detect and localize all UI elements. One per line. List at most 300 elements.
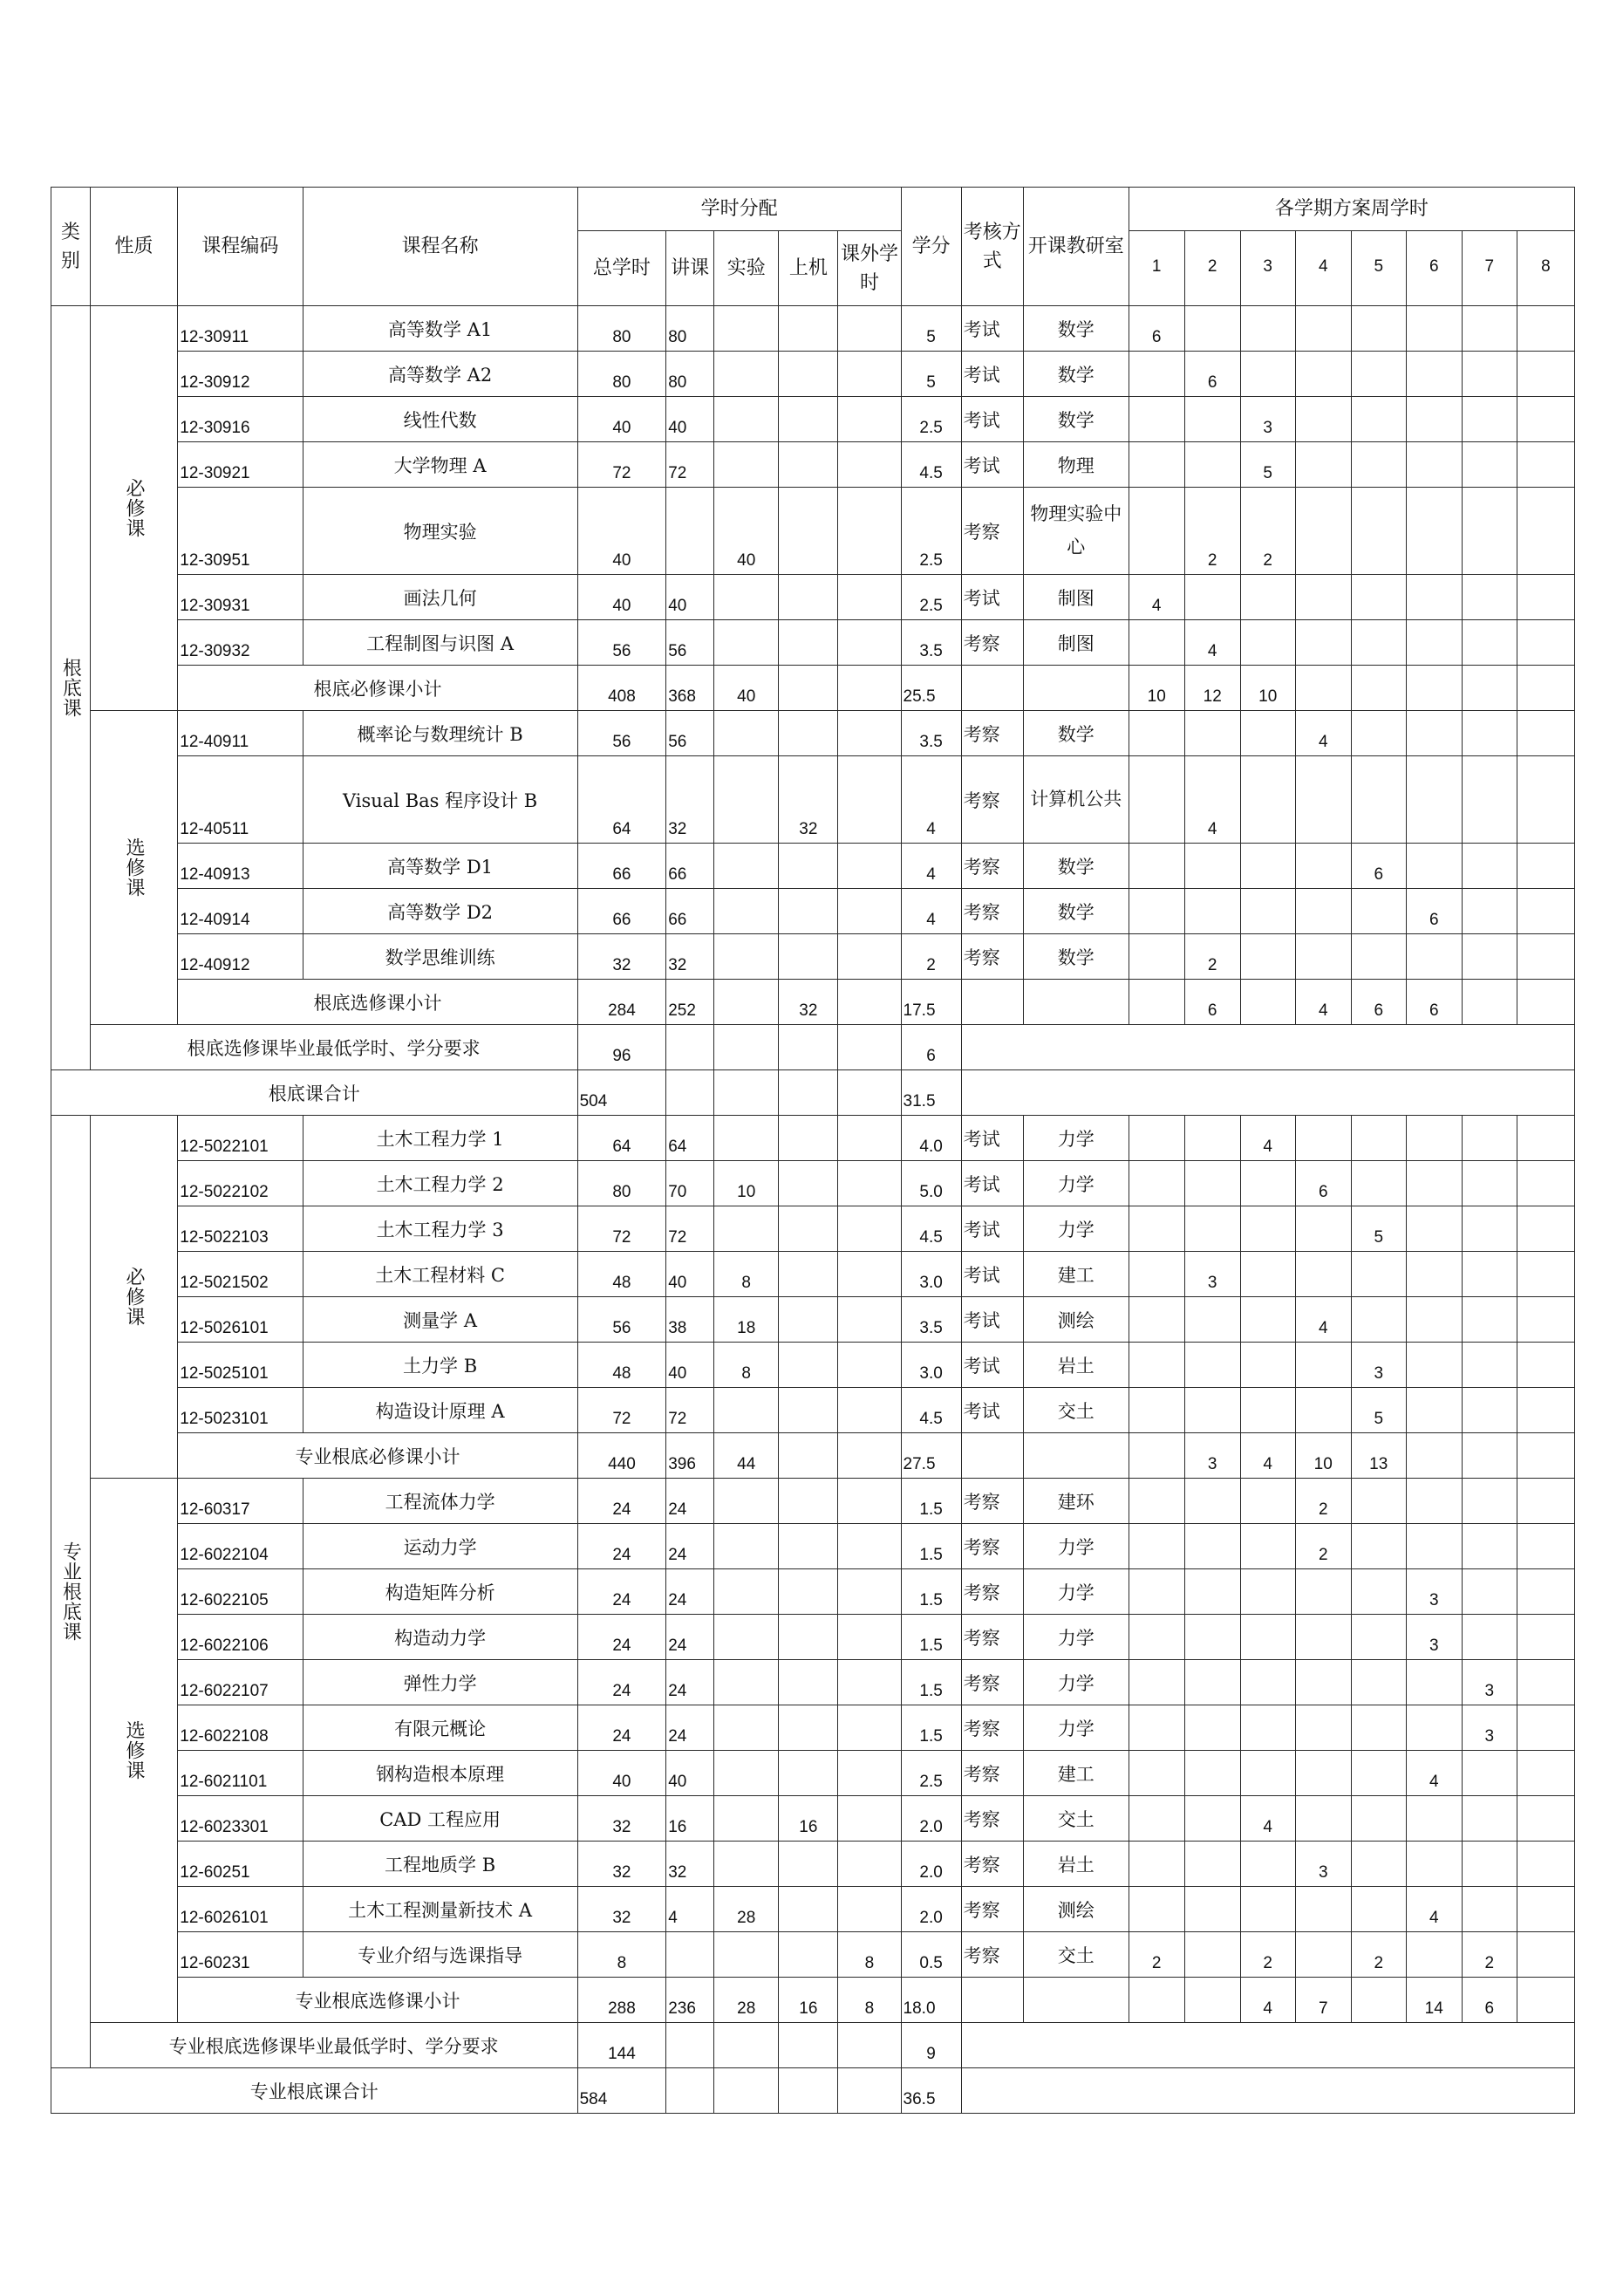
- assessment-cell: [961, 980, 1023, 1025]
- total-hours-cell: 48: [577, 1343, 666, 1388]
- credit-cell: 4: [901, 756, 961, 844]
- semester-hours-cell: [1462, 306, 1517, 352]
- semester-hours-cell: 6: [1184, 980, 1240, 1025]
- semester-hours-cell: [1129, 1887, 1184, 1932]
- course-code: 12-6026101: [178, 1887, 303, 1932]
- semester-hours-cell: [1462, 1297, 1517, 1343]
- semester-hours-cell: [1406, 1660, 1462, 1705]
- semester-hours-cell: [1406, 1388, 1462, 1433]
- course-name: Visual Bas 程序设计 B: [303, 756, 577, 844]
- lecture-hours-cell: 236: [666, 1978, 714, 2023]
- extra-hours-cell: 8: [838, 1978, 901, 2023]
- semester-hours-cell: [1184, 1388, 1240, 1433]
- semester-hours-cell: [1129, 844, 1184, 889]
- total-hours-cell: 408: [577, 666, 666, 711]
- semester-hours-cell: 5: [1351, 1388, 1406, 1433]
- semester-hours-cell: [1517, 1932, 1574, 1978]
- semester-hours-cell: [1129, 620, 1184, 666]
- semester-hours-cell: [1462, 1887, 1517, 1932]
- course-code: 12-6021101: [178, 1751, 303, 1796]
- assessment-cell: 考察: [961, 756, 1023, 844]
- minimum-label: 专业根底选修课毕业最低学时、学分要求: [90, 2023, 577, 2068]
- semester-hours-cell: [1351, 442, 1406, 488]
- header-semester: 5: [1351, 231, 1406, 306]
- assessment-cell: 考察: [961, 620, 1023, 666]
- lecture-hours-cell: 64: [666, 1116, 714, 1161]
- minimum-requirement-row: [51, 1025, 1575, 1070]
- semester-hours-cell: [1240, 620, 1295, 666]
- semester-hours-cell: [1351, 1116, 1406, 1161]
- computer-hours-cell: [779, 1297, 838, 1343]
- assessment-cell: 考察: [961, 1615, 1023, 1660]
- extra-hours-cell: [838, 1569, 901, 1615]
- course-code: 12-30916: [178, 397, 303, 442]
- semester-hours-cell: [1406, 756, 1462, 844]
- semester-hours-cell: [1406, 666, 1462, 711]
- semester-hours-cell: [1351, 1161, 1406, 1206]
- department-cell: 力学: [1023, 1206, 1129, 1252]
- semester-hours-cell: [1517, 1479, 1574, 1524]
- header-semester: 6: [1406, 231, 1462, 306]
- lecture-hours-cell: 32: [666, 756, 714, 844]
- credit-cell: 2: [901, 934, 961, 980]
- semester-hours-cell: [1184, 1751, 1240, 1796]
- semester-hours-cell: [1184, 1842, 1240, 1887]
- assessment-cell: 考察: [961, 1660, 1023, 1705]
- empty-cell: [838, 2068, 901, 2114]
- course-name: 大学物理 A: [303, 442, 577, 488]
- course-name: 高等数学 D2: [303, 889, 577, 934]
- course-code: 12-5022101: [178, 1116, 303, 1161]
- semester-hours-cell: 2: [1129, 1932, 1184, 1978]
- empty-cell: [666, 1070, 714, 1116]
- assessment-cell: 考察: [961, 934, 1023, 980]
- extra-hours-cell: [838, 980, 901, 1025]
- extra-hours-cell: [838, 1297, 901, 1343]
- course-code: 12-5025101: [178, 1343, 303, 1388]
- experiment-hours-cell: 8: [714, 1252, 779, 1297]
- semester-hours-cell: 4: [1295, 711, 1351, 756]
- semester-hours-cell: [1462, 1479, 1517, 1524]
- experiment-hours-cell: [714, 1842, 779, 1887]
- semester-hours-cell: [1351, 306, 1406, 352]
- experiment-hours-cell: [714, 889, 779, 934]
- semester-hours-cell: [1462, 1569, 1517, 1615]
- course-code: 12-40511: [178, 756, 303, 844]
- semester-hours-cell: [1517, 1433, 1574, 1479]
- computer-hours-cell: [779, 1842, 838, 1887]
- total-hours-cell: 8: [577, 1932, 666, 1978]
- experiment-hours-cell: [714, 711, 779, 756]
- course-row: [51, 442, 1575, 488]
- total-hours-cell: 64: [577, 1116, 666, 1161]
- semester-hours-cell: [1406, 442, 1462, 488]
- course-name: 高等数学 A2: [303, 352, 577, 397]
- lecture-hours-cell: 56: [666, 711, 714, 756]
- credit-cell: 5.0: [901, 1161, 961, 1206]
- empty-cell: [714, 2068, 779, 2114]
- header-name: 课程名称: [303, 188, 577, 306]
- empty-cell: [666, 2023, 714, 2068]
- credit-cell: 2.0: [901, 1887, 961, 1932]
- course-name: 有限元概论: [303, 1705, 577, 1751]
- empty-cell: [714, 1025, 779, 1070]
- credit-cell: 4.0: [901, 1116, 961, 1161]
- course-row: [51, 1660, 1575, 1705]
- course-code: 12-5022102: [178, 1161, 303, 1206]
- semester-hours-cell: 10: [1295, 1433, 1351, 1479]
- course-name: 线性代数: [303, 397, 577, 442]
- course-code: 12-5023101: [178, 1388, 303, 1433]
- course-row: [51, 1206, 1575, 1252]
- extra-hours-cell: [838, 844, 901, 889]
- extra-hours-cell: [838, 1479, 901, 1524]
- semester-hours-cell: [1240, 575, 1295, 620]
- course-code: 12-30911: [178, 306, 303, 352]
- extra-hours-cell: [838, 1887, 901, 1932]
- experiment-hours-cell: [714, 934, 779, 980]
- department-cell: 建工: [1023, 1252, 1129, 1297]
- semester-hours-cell: 6: [1406, 980, 1462, 1025]
- header-assessment: 考核方式: [961, 188, 1023, 306]
- course-code: 12-30931: [178, 575, 303, 620]
- semester-hours-cell: [1240, 1388, 1295, 1433]
- lecture-hours-cell: 24: [666, 1705, 714, 1751]
- semester-hours-cell: [1517, 889, 1574, 934]
- course-code: 12-6022105: [178, 1569, 303, 1615]
- credit-cell: 2.0: [901, 1796, 961, 1842]
- credit-cell: 3.0: [901, 1343, 961, 1388]
- category-cell: 根底课: [51, 306, 91, 1070]
- assessment-cell: 考试: [961, 1252, 1023, 1297]
- semester-hours-cell: [1517, 1887, 1574, 1932]
- semester-hours-cell: [1240, 980, 1295, 1025]
- semester-hours-cell: [1129, 1252, 1184, 1297]
- course-row: [51, 1705, 1575, 1751]
- extra-hours-cell: [838, 575, 901, 620]
- semester-hours-cell: [1351, 1978, 1406, 2023]
- computer-hours-cell: [779, 1161, 838, 1206]
- semester-hours-cell: [1406, 1206, 1462, 1252]
- course-name: CAD 工程应用: [303, 1796, 577, 1842]
- semester-hours-cell: [1240, 352, 1295, 397]
- computer-hours-cell: [779, 711, 838, 756]
- course-name: 构造设计原理 A: [303, 1388, 577, 1433]
- course-name: 工程地质学 B: [303, 1842, 577, 1887]
- semester-hours-cell: 6: [1184, 352, 1240, 397]
- experiment-hours-cell: [714, 1751, 779, 1796]
- lecture-hours-cell: 24: [666, 1524, 714, 1569]
- semester-hours-cell: 6: [1351, 844, 1406, 889]
- lecture-hours-cell: 24: [666, 1660, 714, 1705]
- semester-hours-cell: 2: [1295, 1479, 1351, 1524]
- course-row: [51, 1615, 1575, 1660]
- semester-hours-cell: 10: [1240, 666, 1295, 711]
- department-cell: 岩土: [1023, 1842, 1129, 1887]
- credit-cell: 4.5: [901, 442, 961, 488]
- computer-hours-cell: [779, 352, 838, 397]
- semester-hours-cell: [1462, 934, 1517, 980]
- semester-hours-cell: [1517, 1569, 1574, 1615]
- lecture-hours-cell: 80: [666, 352, 714, 397]
- semester-hours-cell: [1129, 1479, 1184, 1524]
- semester-hours-cell: [1517, 934, 1574, 980]
- semester-hours-cell: [1462, 666, 1517, 711]
- experiment-hours-cell: [714, 1615, 779, 1660]
- assessment-cell: 考试: [961, 575, 1023, 620]
- empty-cell: [714, 1070, 779, 1116]
- semester-hours-cell: [1351, 620, 1406, 666]
- semester-hours-cell: [1295, 1252, 1351, 1297]
- course-row: [51, 934, 1575, 980]
- semester-hours-cell: [1517, 620, 1574, 666]
- extra-hours-cell: [838, 1524, 901, 1569]
- semester-hours-cell: [1129, 1796, 1184, 1842]
- semester-hours-cell: [1295, 844, 1351, 889]
- assessment-cell: 考察: [961, 1932, 1023, 1978]
- lecture-hours-cell: 368: [666, 666, 714, 711]
- experiment-hours-cell: [714, 756, 779, 844]
- experiment-hours-cell: [714, 1388, 779, 1433]
- total-hours-cell: 66: [577, 889, 666, 934]
- assessment-cell: 考试: [961, 1161, 1023, 1206]
- extra-hours-cell: [838, 620, 901, 666]
- lecture-hours-cell: 40: [666, 397, 714, 442]
- department-cell: 测绘: [1023, 1887, 1129, 1932]
- computer-hours-cell: [779, 620, 838, 666]
- experiment-hours-cell: 28: [714, 1978, 779, 2023]
- experiment-hours-cell: [714, 980, 779, 1025]
- semester-hours-cell: [1351, 1887, 1406, 1932]
- subtotal-label: 根底必修课小计: [178, 666, 577, 711]
- semester-hours-cell: [1517, 1524, 1574, 1569]
- assessment-cell: 考试: [961, 352, 1023, 397]
- lecture-hours-cell: 72: [666, 1206, 714, 1252]
- computer-hours-cell: [779, 1116, 838, 1161]
- course-name: 物理实验: [303, 488, 577, 575]
- course-row: [51, 306, 1575, 352]
- subtotal-row: [51, 666, 1575, 711]
- credit-cell: 18.0: [901, 1978, 961, 2023]
- semester-hours-cell: [1517, 1978, 1574, 2023]
- lecture-hours-cell: 66: [666, 844, 714, 889]
- course-name: 土木工程力学 2: [303, 1161, 577, 1206]
- semester-hours-cell: [1129, 397, 1184, 442]
- experiment-hours-cell: [714, 1206, 779, 1252]
- semester-hours-cell: [1351, 1615, 1406, 1660]
- credit-cell: 6: [901, 1025, 961, 1070]
- semester-hours-cell: [1351, 934, 1406, 980]
- semester-hours-cell: [1517, 488, 1574, 575]
- course-code: 12-6023301: [178, 1796, 303, 1842]
- course-row: [51, 711, 1575, 756]
- lecture-hours-cell: 72: [666, 442, 714, 488]
- credit-cell: 3.5: [901, 620, 961, 666]
- lecture-hours-cell: 38: [666, 1297, 714, 1343]
- lecture-hours-cell: 24: [666, 1615, 714, 1660]
- assessment-cell: 考试: [961, 1116, 1023, 1161]
- empty-cell: [961, 2023, 1574, 2068]
- course-name: 画法几何: [303, 575, 577, 620]
- assessment-cell: [961, 666, 1023, 711]
- course-row: [51, 620, 1575, 666]
- course-name: 构造动力学: [303, 1615, 577, 1660]
- semester-hours-cell: [1351, 397, 1406, 442]
- computer-hours-cell: [779, 1388, 838, 1433]
- experiment-hours-cell: [714, 1569, 779, 1615]
- semester-hours-cell: [1351, 1479, 1406, 1524]
- section-total-row: [51, 2068, 1575, 2114]
- semester-hours-cell: [1462, 442, 1517, 488]
- subtotal-row: [51, 1433, 1575, 1479]
- course-code: 12-5026101: [178, 1297, 303, 1343]
- semester-hours-cell: 4: [1240, 1796, 1295, 1842]
- department-cell: 交土: [1023, 1796, 1129, 1842]
- semester-hours-cell: [1129, 934, 1184, 980]
- credit-cell: 1.5: [901, 1660, 961, 1705]
- department-cell: [1023, 980, 1129, 1025]
- semester-hours-cell: 4: [1406, 1751, 1462, 1796]
- course-row: [51, 1842, 1575, 1887]
- department-cell: 力学: [1023, 1161, 1129, 1206]
- semester-hours-cell: [1517, 1161, 1574, 1206]
- curriculum-table: [51, 187, 1575, 2114]
- computer-hours-cell: [779, 1206, 838, 1252]
- credit-cell: 2.5: [901, 1751, 961, 1796]
- computer-hours-cell: [779, 1524, 838, 1569]
- semester-hours-cell: [1517, 1206, 1574, 1252]
- semester-hours-cell: [1462, 620, 1517, 666]
- semester-hours-cell: [1462, 1206, 1517, 1252]
- semester-hours-cell: [1517, 306, 1574, 352]
- total-hours-cell: 96: [577, 1025, 666, 1070]
- total-hours-cell: 80: [577, 352, 666, 397]
- extra-hours-cell: [838, 1660, 901, 1705]
- department-cell: 制图: [1023, 620, 1129, 666]
- course-row: [51, 756, 1575, 844]
- semester-hours-cell: [1351, 352, 1406, 397]
- credit-cell: 3.5: [901, 711, 961, 756]
- semester-hours-cell: [1462, 575, 1517, 620]
- semester-hours-cell: [1462, 756, 1517, 844]
- semester-hours-cell: [1184, 1615, 1240, 1660]
- computer-hours-cell: [779, 889, 838, 934]
- semester-hours-cell: [1240, 1887, 1295, 1932]
- semester-hours-cell: [1406, 1433, 1462, 1479]
- computer-hours-cell: 16: [779, 1978, 838, 2023]
- extra-hours-cell: [838, 934, 901, 980]
- semester-hours-cell: [1351, 1297, 1406, 1343]
- total-hours-cell: 24: [577, 1569, 666, 1615]
- computer-hours-cell: [779, 575, 838, 620]
- lecture-hours-cell: 80: [666, 306, 714, 352]
- semester-hours-cell: [1406, 1796, 1462, 1842]
- total-hours-cell: 284: [577, 980, 666, 1025]
- semester-hours-cell: [1517, 1615, 1574, 1660]
- semester-hours-cell: [1351, 1842, 1406, 1887]
- department-cell: 力学: [1023, 1116, 1129, 1161]
- semester-hours-cell: [1184, 306, 1240, 352]
- semester-hours-cell: 12: [1184, 666, 1240, 711]
- subtotal-label: 专业根底选修课小计: [178, 1978, 577, 2023]
- semester-hours-cell: [1295, 666, 1351, 711]
- empty-cell: [838, 2023, 901, 2068]
- semester-hours-cell: [1295, 1569, 1351, 1615]
- semester-hours-cell: [1406, 844, 1462, 889]
- experiment-hours-cell: [714, 1116, 779, 1161]
- experiment-hours-cell: [714, 620, 779, 666]
- semester-hours-cell: [1462, 1116, 1517, 1161]
- semester-hours-cell: [1295, 1932, 1351, 1978]
- semester-hours-cell: 6: [1406, 889, 1462, 934]
- course-name: 运动力学: [303, 1524, 577, 1569]
- subtotal-row: [51, 1978, 1575, 2023]
- semester-hours-cell: [1129, 1569, 1184, 1615]
- computer-hours-cell: [779, 1887, 838, 1932]
- lecture-hours-cell: 32: [666, 934, 714, 980]
- lecture-hours-cell: 32: [666, 1842, 714, 1887]
- semester-hours-cell: 14: [1406, 1978, 1462, 2023]
- semester-hours-cell: [1184, 1206, 1240, 1252]
- total-hours-cell: 56: [577, 711, 666, 756]
- course-row: [51, 488, 1575, 575]
- semester-hours-cell: 4: [1406, 1887, 1462, 1932]
- semester-hours-cell: [1517, 1116, 1574, 1161]
- semester-hours-cell: [1129, 352, 1184, 397]
- empty-cell: [961, 2068, 1574, 2114]
- semester-hours-cell: [1184, 1297, 1240, 1343]
- assessment-cell: 考试: [961, 1206, 1023, 1252]
- course-row: [51, 352, 1575, 397]
- credit-cell: 2.5: [901, 575, 961, 620]
- course-row: [51, 397, 1575, 442]
- semester-hours-cell: [1406, 1116, 1462, 1161]
- total-hours-cell: 24: [577, 1615, 666, 1660]
- semester-hours-cell: [1295, 575, 1351, 620]
- assessment-cell: 考察: [961, 1569, 1023, 1615]
- total-hours-cell: 40: [577, 397, 666, 442]
- semester-hours-cell: [1240, 1569, 1295, 1615]
- course-row: [51, 1252, 1575, 1297]
- semester-hours-cell: [1129, 1388, 1184, 1433]
- semester-hours-cell: [1184, 1932, 1240, 1978]
- semester-hours-cell: 2: [1295, 1524, 1351, 1569]
- assessment-cell: 考察: [961, 1796, 1023, 1842]
- total-hours-cell: 56: [577, 620, 666, 666]
- department-cell: 岩土: [1023, 1343, 1129, 1388]
- department-cell: 测绘: [1023, 1297, 1129, 1343]
- semester-hours-cell: [1462, 1615, 1517, 1660]
- semester-hours-cell: [1517, 666, 1574, 711]
- total-hours-cell: 80: [577, 306, 666, 352]
- course-name: 弹性力学: [303, 1660, 577, 1705]
- semester-hours-cell: [1129, 1433, 1184, 1479]
- extra-hours-cell: [838, 488, 901, 575]
- semester-hours-cell: [1517, 1252, 1574, 1297]
- computer-hours-cell: 32: [779, 756, 838, 844]
- semester-hours-cell: [1351, 1705, 1406, 1751]
- semester-hours-cell: 6: [1351, 980, 1406, 1025]
- course-row: [51, 1343, 1575, 1388]
- total-hours-cell: 72: [577, 1206, 666, 1252]
- semester-hours-cell: [1462, 1388, 1517, 1433]
- semester-hours-cell: [1129, 711, 1184, 756]
- semester-hours-cell: 2: [1184, 934, 1240, 980]
- course-code: 12-30932: [178, 620, 303, 666]
- semester-hours-cell: [1517, 1297, 1574, 1343]
- department-cell: 物理实验中心: [1023, 488, 1129, 575]
- extra-hours-cell: [838, 1206, 901, 1252]
